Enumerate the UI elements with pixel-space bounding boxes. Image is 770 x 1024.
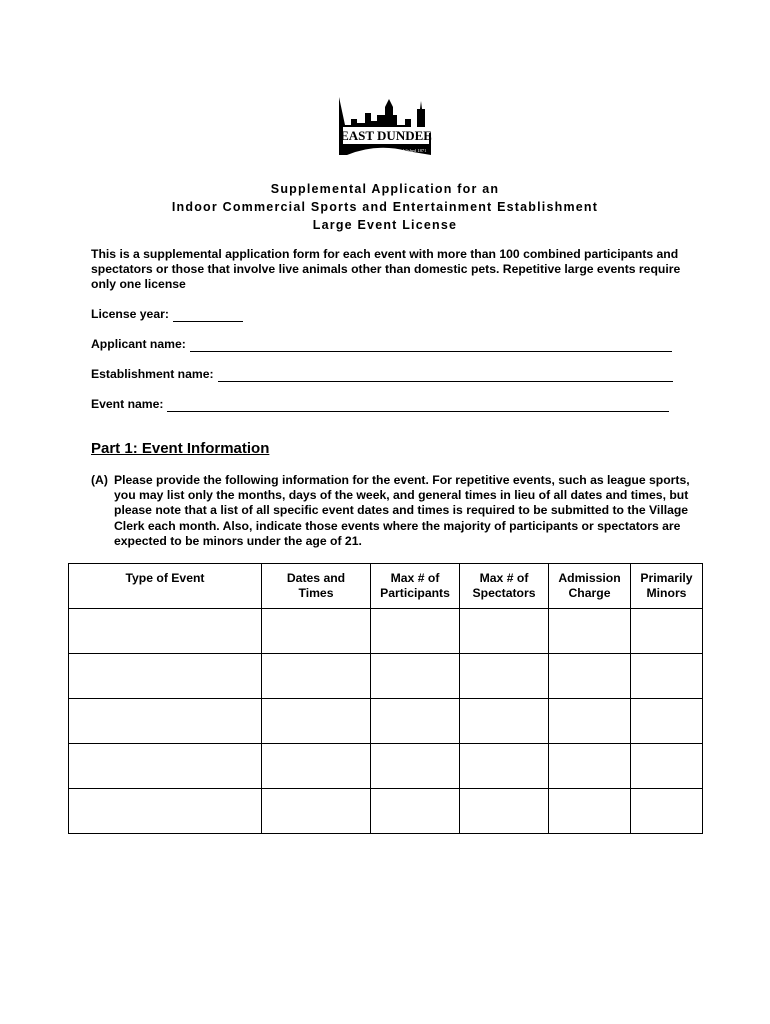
event-name-field <box>91 396 669 412</box>
cell-participants[interactable] <box>371 789 460 834</box>
establishment-name-field <box>91 366 673 382</box>
cell-type[interactable] <box>69 609 262 654</box>
cell-type[interactable] <box>69 654 262 699</box>
event-name-label: Event name: <box>91 397 164 411</box>
applicant-name-field <box>91 336 672 352</box>
instruction-text: Please provide the following information for the event. For repetitive events, such as league sports, you may list only the months, days of the week, and general times in lieu of all dates and times, but please note that a list of all specific event dates and times is required to be submitted to the Village Clerk each month. Also, indicate those events where the majority of participants or spectators are expected to be minors under the age of 21. <box>114 473 690 548</box>
cell-minors[interactable] <box>631 654 703 699</box>
cell-admission[interactable] <box>549 744 631 789</box>
part1-instructions <box>91 473 691 549</box>
header-max-spectators: Max # of Spectators <box>460 564 549 609</box>
cell-admission[interactable] <box>549 609 631 654</box>
header-admission-charge: Admission Charge <box>549 564 631 609</box>
title-line-2: Indoor Commercial Sports and Entertainment Establishment <box>171 200 599 214</box>
cell-dates[interactable] <box>262 789 371 834</box>
form-title <box>0 180 770 234</box>
header-max-participants: Max # of Participants <box>371 564 460 609</box>
cell-admission[interactable] <box>549 654 631 699</box>
cell-dates[interactable] <box>262 609 371 654</box>
cell-participants[interactable] <box>371 699 460 744</box>
cell-type[interactable] <box>69 744 262 789</box>
applicant-name-input[interactable] <box>190 339 672 352</box>
east-dundee-logo <box>337 95 433 157</box>
table-row <box>69 744 703 789</box>
skyline-logo-icon <box>337 95 433 157</box>
title-line-3: Large Event License <box>312 218 458 232</box>
table-row <box>69 609 703 654</box>
title-line-1: Supplemental Application for an <box>270 182 500 196</box>
table-row <box>69 699 703 744</box>
cell-participants[interactable] <box>371 609 460 654</box>
logo-subtitle: Established 1871 <box>395 148 427 153</box>
establishment-name-label: Establishment name: <box>91 367 214 381</box>
cell-type[interactable] <box>69 789 262 834</box>
cell-minors[interactable] <box>631 744 703 789</box>
table-row <box>69 654 703 699</box>
cell-dates[interactable] <box>262 699 371 744</box>
cell-spectators[interactable] <box>460 654 549 699</box>
license-year-input[interactable] <box>173 309 243 322</box>
event-name-input[interactable] <box>167 399 669 412</box>
cell-admission[interactable] <box>549 789 631 834</box>
cell-minors[interactable] <box>631 699 703 744</box>
cell-dates[interactable] <box>262 744 371 789</box>
logo-title: EAST DUNDEE <box>340 128 432 143</box>
table-row <box>69 789 703 834</box>
applicant-name-label: Applicant name: <box>91 337 186 351</box>
license-year-field <box>91 306 243 322</box>
cell-admission[interactable] <box>549 699 631 744</box>
cell-spectators[interactable] <box>460 789 549 834</box>
cell-minors[interactable] <box>631 609 703 654</box>
cell-spectators[interactable] <box>460 744 549 789</box>
header-dates-and-times: Dates and Times <box>262 564 371 609</box>
part1-heading: Part 1: Event Information <box>91 440 270 457</box>
cell-spectators[interactable] <box>460 699 549 744</box>
instruction-marker: (A) <box>91 473 108 487</box>
header-primarily-minors: Primarily Minors <box>631 564 703 609</box>
event-table <box>68 563 703 834</box>
intro-paragraph: This is a supplemental application form for each event with more than 100 combined participants and spectators or those that involve live animals other than domestic pets. Repetitive large events require only one license <box>91 247 681 292</box>
header-type-of-event: Type of Event <box>69 564 262 609</box>
cell-minors[interactable] <box>631 789 703 834</box>
license-year-label: License year: <box>91 307 169 321</box>
cell-spectators[interactable] <box>460 609 549 654</box>
cell-participants[interactable] <box>371 744 460 789</box>
establishment-name-input[interactable] <box>218 369 673 382</box>
table-header-row <box>69 564 703 609</box>
cell-dates[interactable] <box>262 654 371 699</box>
cell-participants[interactable] <box>371 654 460 699</box>
cell-type[interactable] <box>69 699 262 744</box>
